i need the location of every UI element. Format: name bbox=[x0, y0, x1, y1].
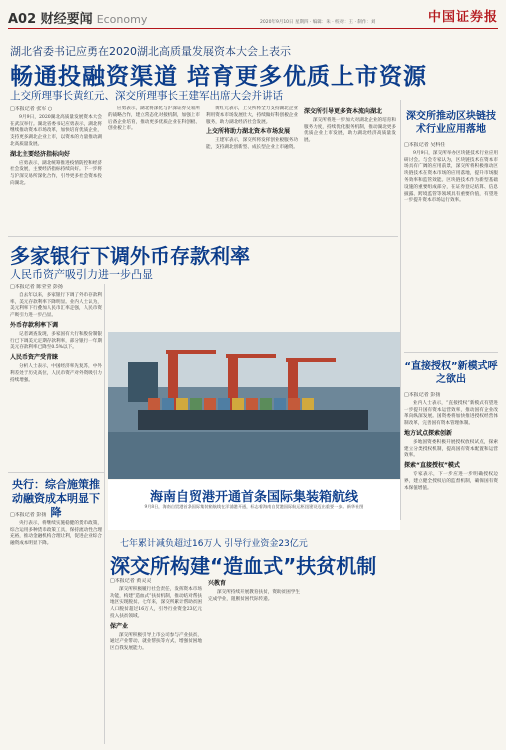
central-byline: □本报记者 彭扬 bbox=[10, 512, 47, 518]
port-photo-image bbox=[108, 332, 400, 479]
lead-paragraph: 王建军表示，深交所将发挥创业板服务功能，支持湖北创新型、成长型企业上市融资。 bbox=[206, 138, 298, 150]
banks-subhead: 人民币资产受青睐 bbox=[10, 354, 59, 362]
section-label-en: Economy bbox=[96, 13, 148, 26]
header-rule bbox=[8, 28, 498, 29]
lead-column-3 bbox=[206, 106, 298, 306]
side-box-title: 深交所推动区块链技术行业应用落地 bbox=[406, 111, 496, 135]
banks-headline: 多家银行下调外币存款利率 bbox=[10, 244, 250, 268]
banks-subheadline: 人民币资产吸引力进一步凸显 bbox=[10, 268, 153, 281]
banks-paragraph: 自去年以来，多家银行下调了外币存款利率，美元存款利率下降明显。业内人士认为，美元利率下行叠加人民币汇率走强，人民币资产吸引力进一步凸显。 bbox=[10, 292, 102, 319]
central-headline: 央行：综合施策推动融资成本明显下降 bbox=[12, 478, 100, 519]
lead-subhead: 上交所将助力湖北资本市场发展 bbox=[206, 128, 291, 136]
shenzhen-column-2 bbox=[208, 578, 300, 742]
lead-headline: 畅通投融资渠道 培育更多优质上市资源 bbox=[10, 64, 428, 90]
shenzhen-paragraph: 深交所积极履行社会责任，发挥资本市场功能，构建“造血式”扶贫机制，推动结对帮扶地区实现脱贫。七年来，深交所累计帮助贫困人口脱贫超过16万人，引导行业资金23亿元投入扶贫领域。 bbox=[110, 586, 202, 619]
shenzhen-paragraph: 深交所积极引导上市公司参与产业扶贫，通过产业带动、就业帮扶等方式，增强贫困地区自我发展能力。 bbox=[110, 632, 202, 652]
section-divider bbox=[8, 472, 104, 473]
section-label: A02 财经要闻 bbox=[8, 12, 93, 27]
central-column bbox=[10, 512, 102, 742]
lead-subhead: 深交所引导更多资本流向湖北 bbox=[304, 108, 383, 115]
photo-caption: 9月8日，海南自贸港首条国际集装箱航线在洋浦港开通，标志着海南自贸港国际航运枢纽建设迈出重要一步。新华社图 bbox=[144, 504, 364, 509]
lead-column-4 bbox=[304, 106, 396, 306]
right-column bbox=[404, 392, 498, 742]
lead-byline: □本报记者 张军 ○ bbox=[10, 106, 53, 112]
shenzhen-paragraph: 深交所持续开展教育扶贫，资助贫困学生完成学业，阻断贫困代际传递。 bbox=[208, 589, 300, 602]
lead-kicker: 湖北省委书记应勇在2020湖北高质量发展资本大会上表示 bbox=[10, 45, 291, 58]
lead-subhead: 湖北主要经济指标向好 bbox=[10, 150, 71, 158]
shenzhen-kicker: 七年累计减负超过16万人 引导行业资金23亿元 bbox=[120, 539, 308, 549]
masthead-logo: 中国证券报 bbox=[427, 10, 498, 25]
shenzhen-subhead: 保产业 bbox=[110, 622, 129, 630]
banks-subhead: 外币存款利率下调 bbox=[10, 321, 59, 329]
side-box-byline: □本报记者 吴科任 bbox=[404, 142, 446, 148]
right-subhead: 探索“直接授权”模式 bbox=[404, 462, 460, 470]
lead-paragraph: 深交所将进一步加大对湖北企业的培育和服务力度，持续优化服务机制，推动湖北更多优质企业上市发展，助力湖北经济高质量发展。 bbox=[304, 117, 396, 144]
lead-paragraph: 9月9日，2020湖北高质量发展资本大会在武汉举行。湖北省委书记应勇表示，湖北将继续推动资本市场改革，加快培育优质企业，支持更多湖北企业上市，以资本的力量推动湖北高质量发展。 bbox=[10, 114, 102, 147]
section-title bbox=[8, 8, 147, 27]
photo-caption-box bbox=[108, 480, 400, 530]
issue-meta: 2020年9月10日 星期四 · 编辑：朱 · 校对：王 · 制作：刘 bbox=[260, 20, 376, 25]
shenzhen-subhead: 兴教育 bbox=[208, 580, 227, 587]
lead-paragraph: 黄红元表示，上交所将全力支持湖北企业利用资本市场发展壮大，持续做好科创板企业服务，助力湖北经济社会发展。 bbox=[206, 106, 298, 125]
side-box-paragraph: 9月9日，深交所举办区块链技术行业应用研讨会。与会专家认为，区块链技术在资本市场具有广阔的应用前景，深交所将积极推动区块链技术在资本市场的应用落地，提升市场服务效率和监管效能。区块链技术作为新型基础设施的重要组成部分，在证券登记结算、信息披露、跨境监管等领域具有重要价值，有望进一步提升资本市场运行效率。 bbox=[404, 150, 498, 204]
lead-paragraph: 应勇表示，湖北统筹推进疫情防控和经济社会发展，主要经济指标持续向好。下一步将与沪深交易所深化合作，引导更多社会资本投向湖北。 bbox=[10, 160, 102, 186]
lead-subheadline: 上交所理事长黄红元、深交所理事长王建军出席大会并讲话 bbox=[10, 90, 283, 102]
column-divider bbox=[104, 284, 105, 744]
shenzhen-column-1 bbox=[110, 578, 202, 742]
right-paragraph: 专家表示，下一步应进一步明确授权边界，建立健全授权后的监督机制，确保国有资本保值增值。 bbox=[404, 471, 498, 491]
page-header bbox=[0, 0, 506, 30]
right-paragraph: 业内人士表示，“直接授权”新模式有望进一步提升国有资本运营效率，推动国有企业改革向纵深发展。国资委将加快推进授权经营体制改革，完善国有资本管理体制。 bbox=[404, 400, 498, 427]
banks-paragraph: 分析人士表示，中国经济率先复苏，中外利差处于历史高位，人民币资产对外资吸引力持续增强。 bbox=[10, 363, 102, 383]
right-subhead: 地方试点探索创新 bbox=[404, 429, 453, 437]
right-byline: □本报记者 彭扬 bbox=[404, 392, 441, 398]
section-divider bbox=[8, 236, 398, 237]
shenzhen-headline: 深交所构建“造血式”扶贫机制 bbox=[110, 554, 377, 578]
right-headline: “直接授权”新模式呼之欲出 bbox=[404, 361, 498, 385]
lead-paragraph: 应勇表示，湖北将深化与沪深证券交易所的战略合作，建立常态化对接机制，加强上市后备企业培育，推动更多优质企业在科创板、创业板上市。 bbox=[108, 106, 200, 132]
photo-headline: 海南自贸港开通首条国际集装箱航线 bbox=[149, 490, 358, 505]
port-photo bbox=[108, 332, 400, 479]
section-divider bbox=[404, 352, 498, 353]
central-paragraph: 央行表示，将继续实施稳健的货币政策，综合运用多种货币政策工具，保持流动性合理充裕，推动金融机构合理让利，促进企业综合融资成本明显下降。 bbox=[10, 520, 102, 547]
banks-paragraph: 记者调查发现，多家国有大行和股份制银行已下调美元定期存款利率，部分银行一年期美元存款利率已降至0.5%以下。 bbox=[10, 331, 102, 351]
column-divider bbox=[400, 100, 401, 520]
banks-byline: □本报记者 陈莹莹 彭扬 bbox=[10, 284, 63, 290]
banks-column bbox=[10, 284, 102, 470]
side-box-body bbox=[404, 142, 498, 342]
right-paragraph: 多地国资委积极开展授权放权试点，探索建立分类授权机制，提高国有资本配置和运营效率。 bbox=[404, 439, 498, 459]
shenzhen-byline: □本报记者 黄灵灵 bbox=[110, 578, 152, 584]
